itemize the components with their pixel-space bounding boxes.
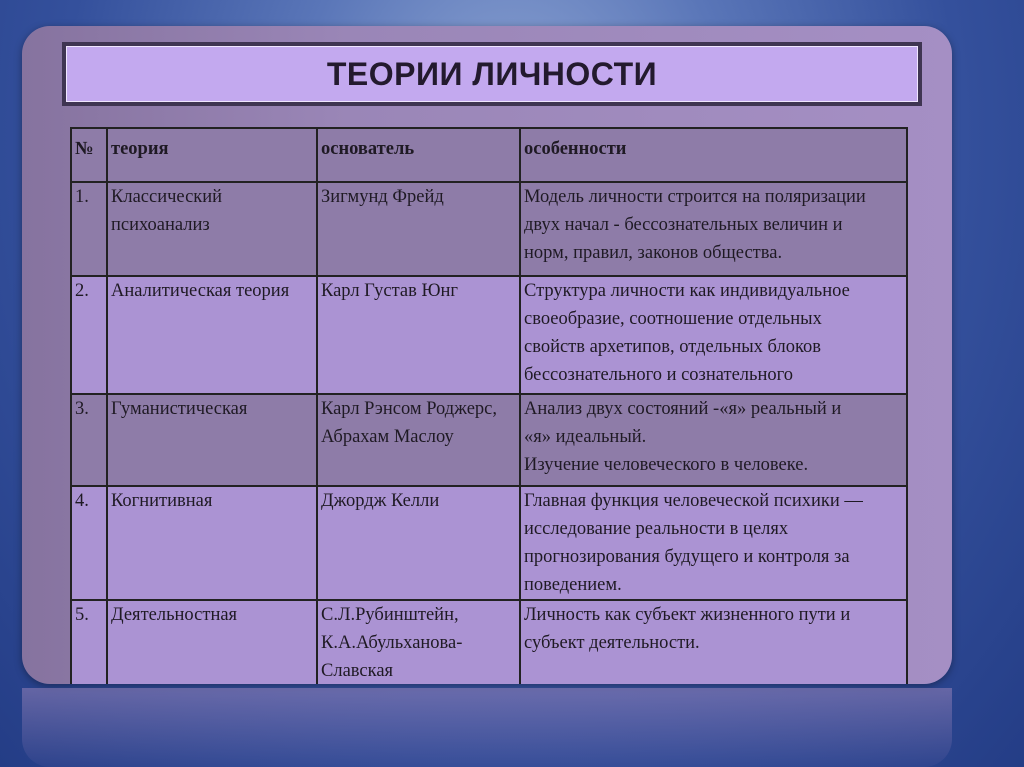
- theory-line: психоанализ: [111, 215, 210, 235]
- theory-line: Гуманистическая: [111, 399, 248, 419]
- header-theory: теория: [107, 128, 317, 182]
- row-features: [520, 182, 907, 276]
- features-line: Личность как субъект жизненного пути и: [524, 605, 851, 625]
- features-line: прогнозирования будущего и контроля за: [524, 547, 850, 567]
- features-line: своеобразие, соотношение отдельных: [524, 309, 822, 329]
- founder-line: Зигмунд Фрейд: [321, 187, 444, 207]
- row-theory: [107, 486, 317, 600]
- theory-line: Аналитическая теория: [111, 281, 290, 301]
- features-line: бессознательного и сознательного: [524, 365, 793, 385]
- header-founder: основатель: [317, 128, 520, 182]
- theory-line: Когнитивная: [111, 491, 213, 511]
- row-theory: [107, 600, 317, 684]
- founder-line: К.А.Абульханова-: [321, 633, 463, 653]
- founder-line: Абрахам Маслоу: [321, 427, 454, 447]
- row-theory: [107, 182, 317, 276]
- table-row: [71, 486, 907, 600]
- row-features: [520, 600, 907, 684]
- row-features: [520, 486, 907, 600]
- row-founder: [317, 600, 520, 684]
- header-features: особенности: [520, 128, 907, 182]
- row-num: 4.: [71, 486, 107, 600]
- features-line: свойств архетипов, отдельных блоков: [524, 337, 822, 357]
- features-line: Модель личности строится на поляризации: [524, 187, 866, 207]
- row-num: 2.: [71, 276, 107, 394]
- row-founder: [317, 394, 520, 486]
- table-row: [71, 600, 907, 684]
- founder-line: Карл Густав Юнг: [321, 281, 459, 301]
- table-row: [71, 394, 907, 486]
- row-features: [520, 394, 907, 486]
- table-row: [71, 182, 907, 276]
- theory-line: Классический: [111, 187, 223, 207]
- table-header-row: [71, 128, 907, 182]
- row-num: 3.: [71, 394, 107, 486]
- features-line: Структура личности как индивидуальное: [524, 281, 850, 301]
- header-num: №: [71, 128, 107, 182]
- founder-line: Славская: [321, 661, 394, 681]
- founder-line: С.Л.Рубинштейн,: [321, 605, 459, 625]
- title-frame: [62, 42, 922, 106]
- features-line: норм, правил, законов общества.: [524, 243, 783, 263]
- theory-line: Деятельностная: [111, 605, 238, 625]
- table-row: [71, 276, 907, 394]
- features-line: Изучение человеческого в человеке.: [524, 455, 809, 475]
- features-line: субъект деятельности.: [524, 633, 700, 653]
- features-line: поведением.: [524, 575, 622, 595]
- panel-reflection: [22, 688, 952, 767]
- features-line: «я» идеальный.: [524, 427, 647, 447]
- features-line: Анализ двух состояний -«я» реальный и: [524, 399, 842, 419]
- row-num: 1.: [71, 182, 107, 276]
- row-founder: [317, 182, 520, 276]
- row-theory: [107, 276, 317, 394]
- slide-title: ТЕОРИИ ЛИЧНОСТИ: [66, 46, 918, 102]
- features-line: двух начал - бессознательных величин и: [524, 215, 843, 235]
- founder-line: Карл Рэнсом Роджерс,: [321, 399, 497, 419]
- row-features: [520, 276, 907, 394]
- row-founder: [317, 486, 520, 600]
- row-founder: [317, 276, 520, 394]
- features-line: Главная функция человеческой психики —: [524, 491, 863, 511]
- slide-panel: [22, 26, 952, 684]
- row-theory: [107, 394, 317, 486]
- row-num: 5.: [71, 600, 107, 684]
- theories-table: [70, 127, 908, 684]
- founder-line: Джордж Келли: [321, 491, 440, 511]
- features-line: исследование реальности в целях: [524, 519, 789, 539]
